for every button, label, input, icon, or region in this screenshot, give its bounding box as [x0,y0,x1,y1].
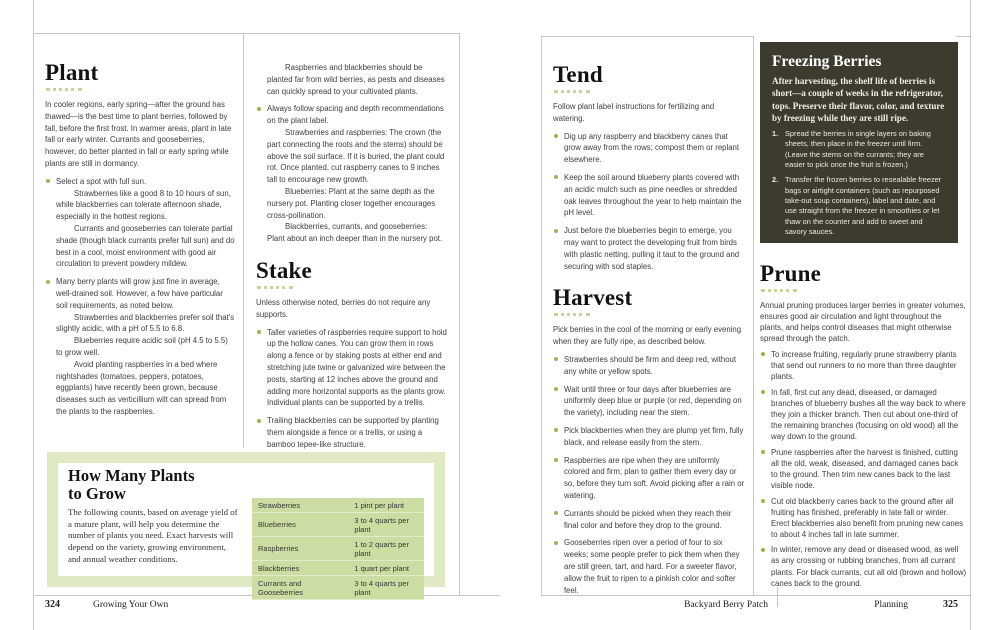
list-item [256,127,447,186]
list-item [553,354,745,378]
list-item [760,300,967,344]
bullet-icon [554,387,558,391]
page-edge-rule-right [970,0,971,630]
tend-items [553,101,745,272]
box-title-line2: to Grow [68,483,126,503]
table-row [252,498,424,513]
section-heading [45,60,235,91]
list-item-text: Avoid planting raspberries in a bed where nightshades (tomatoes, peppers, potatoes, eggplants) have recently been grown, because diseases such as verticillium wilt can spread from the plants to the raspberries. [56,359,227,416]
list-item-text: Currants should be picked when they reach their final color and before they drop to the ground. [564,508,732,530]
page-edge-rule-left [33,0,34,630]
bullet-icon [46,280,50,284]
list-item-text: Taller varieties of raspberries require support to hold up the hollow canes. You can grow them in rows along a fence or by staking posts at either end and stretching jute twine or galvanized wire between the posts, starting at 12 inches above the ground and adding more horizontal supports as the plants grow. Individual plants can be supported by a trellis. [267,327,447,408]
footer-section-title: Planning [874,600,908,610]
bullet-icon [554,229,558,233]
section-harvest [553,285,745,316]
list-item [256,221,447,245]
table-row [252,513,424,537]
step-text: Transfer the frozen berries to resealable freezer bags or airtight containers (such as repurposed take-out soup containers), label and date, and use straight from the freezer in smoothies or let thaw on the counter and add to sweet and savory sauces. [785,175,942,236]
bullet-icon [761,450,765,454]
section-prune [760,261,967,589]
yield-value-cell: 1 quart per plant [348,561,424,576]
bullet-icon [554,428,558,432]
bullet-icon [554,511,558,515]
berry-name-cell: Currants and Gooseberries [252,576,348,600]
bullet-icon [257,107,261,111]
list-item-text: Blackberries, currants, and gooseberries: Plant about an inch deeper than in the nursery pot. [267,222,443,244]
list-item [45,276,235,311]
list-item-text: To increase fruiting, regularly prune strawberry plants that send out runners to no more than three daughter plants. [771,349,957,382]
list-item-text: Strawberries and raspberries: The crown (the part connecting the roots and the stems) should be above the soil surface. If it is buried, the plant could rot. Once planted, cut raspberry canes to 9 inches tall to encourage new growth. [267,127,445,185]
step-number: 1. [772,129,779,139]
top-rule-left-page [33,33,460,34]
section-stake [256,258,447,289]
heading-underline [761,289,797,292]
list-item [553,537,745,596]
bullet-icon [761,352,765,356]
list-item-text: In winter, remove any dead or diseased wood, as well as any crossing or rubbing branches, from all currant plants. For black currants, cut all old (brown and hollow) canes back to the ground. [771,545,967,588]
step-text: Spread the berries in single layers on baking sheets, then place in the freezer until firm. (Leave the stems on the currants; they are easier to pick once the fruit is frozen.) [785,129,931,170]
list-item [256,62,447,97]
list-item [553,172,745,219]
list-item [760,447,967,491]
numbered-step [772,129,946,170]
list-item [45,188,235,223]
list-item [256,186,447,221]
inner-margin-rule-right-page [541,36,542,595]
right-page-column-1 [553,62,745,596]
list-item-text: Annual pruning produces larger berries in greater volumes, ensures good air circulation and light throughout the plants, and helps control diseases that might otherwise spread through the patch. [760,301,966,344]
list-item [45,99,235,170]
how-many-plants-box [47,452,445,597]
list-item-text: Currants and gooseberries can tolerate partial shade (though black currants prefer full sun) and do best in a cool, moist environment with good air circulation to prevent powdery mildew. [56,223,235,269]
freezing-box-title: Freezing Berries [772,53,882,70]
list-item-text: Trailing blackberries can be supported by planting them alongside a fence or a trellis, or using a bamboo tepee-like structure. [267,416,439,449]
bullet-icon [257,330,261,334]
yield-table-wrap [252,498,424,597]
list-item [553,384,745,419]
freezing-steps [772,129,946,237]
list-item [760,349,967,382]
bullet-icon [554,175,558,179]
section-title-prune: Prune [760,261,822,286]
box-title-line1: How Many Plants [68,466,195,485]
section-tend [553,62,745,93]
list-item-text: Wait until three or four days after blueberries are uniformly deep blue or purple (or red, depending on the variety), including near the stem. [564,384,742,418]
list-item-text: Raspberries and blackberries should be planted far from wild berries, as pests and diseases can quickly spread to your cultivated plants. [267,63,445,96]
harvest-items [553,324,745,596]
list-item [45,335,235,359]
list-item-text: In cooler regions, early spring—after the ground has thawed—is the best time to plant berries, followed by fall, before the first frost. In warmer areas, plant in late fall or early winter. Currants and gooseberries, however, do better planted in fall or early spring while plants are still in dormancy. [45,100,232,168]
list-item [256,297,447,321]
yield-value-cell: 1 to 2 quarts per plant [348,537,424,561]
column-divider-right-page [753,36,754,595]
list-item [553,425,745,449]
inner-margin-rule-left-page [459,33,460,595]
list-item-text: Strawberries and blackberries prefer soil that's slightly acidic, with a pH of 5.5 to 6.8. [56,312,235,334]
section-heading [760,261,967,292]
footer-divider-tick [777,587,778,607]
heading-underline [46,88,82,91]
list-item [256,327,447,410]
list-item [45,176,235,188]
list-item [45,359,235,418]
bullet-icon [554,134,558,138]
list-item-text: Blueberries require acidic soil (pH 4.5 to 5.5) to grow well. [56,336,228,357]
list-item-text: Blueberries: Plant at the same depth as the nursery pot. Planting closer together encourages cross-pollination. [267,186,436,220]
list-item-text: Pick blackberries when they are plump yet firm, fully black, and release easily from the stem. [564,425,744,447]
list-item-text: Pick berries in the cool of the morning or early evening when they are fully ripe, as described below. [553,325,742,347]
list-item-text: Dig up any raspberry and blackberry canes that grow away from the rows; compost them or replant elsewhere. [564,131,740,165]
bullet-icon [257,419,261,423]
freezing-berries-box [760,42,958,243]
bullet-icon [554,541,558,545]
list-item [45,223,235,270]
berry-name-cell: Blackberries [252,561,348,576]
footer-book-title: Growing Your Own [93,600,169,610]
list-item-text: In fall, first cut any dead, diseased, or damaged branches of blueberry bushes all the way back to where they join a thicker branch. Then cut about one-third of the remaining branches (focusing on old wood) all the way down to the ground. [771,387,966,442]
list-item-text: Unless otherwise noted, berries do not require any supports. [256,297,431,319]
heading-underline [554,90,590,93]
section-title-stake: Stake [256,257,312,283]
page-number-left: 324 [45,599,60,610]
box-title [68,467,240,502]
numbered-step [772,175,946,237]
bullet-icon [761,499,765,503]
freezing-box-intro: After harvesting, the shelf life of berries is short—a couple of weeks in the refrigerator, tops. Preserve their flavor, color, and texture by freezing while they are still ripe. [772,76,945,123]
list-item-text: Follow plant label instructions for fertilizing and watering. [553,102,715,123]
plant-col2-items [256,62,447,245]
list-item-text: Gooseberries ripen over a period of four to six weeks; some people prefer to pick them when they are still green, tart, and hard. For a sweeter flavor, allow the fruit to ripen to a pinkish color and softer feel. [564,538,740,595]
left-page-column-2 [256,62,447,451]
list-item [760,544,967,588]
berry-name-cell: Raspberries [252,537,348,561]
berry-name-cell: Strawberries [252,498,348,513]
top-rule-right-page [541,36,754,37]
bullet-icon [761,390,765,394]
footer-chapter-title: Backyard Berry Patch [684,600,768,610]
section-title-harvest: Harvest [553,285,633,311]
yield-value-cell: 3 to 4 quarts per plant [348,513,424,537]
step-number: 2. [772,175,779,185]
list-item [553,131,745,166]
top-rule-right-page-segment [956,36,970,37]
table-row [252,537,424,561]
yield-table [252,498,424,600]
yield-value-cell: 1 pint per plant [348,498,424,513]
list-item [553,455,745,502]
section-title-tend: Tend [553,62,603,87]
list-item-text: Select a spot with full sun. [56,176,147,186]
bullet-icon [554,458,558,462]
how-many-plants-inner-panel [58,463,434,597]
stake-items [256,297,447,451]
list-item [553,508,745,532]
yield-value-cell: 3 to 4 quarts per plant [348,576,424,600]
list-item [760,387,967,442]
list-item [553,101,745,125]
prune-items [760,300,967,589]
bullet-icon [761,548,765,552]
list-item [553,324,745,348]
page-number-right: 325 [943,599,958,610]
list-item [760,496,967,540]
bullet-icon [554,357,558,361]
column-divider-left-page [243,33,244,448]
bullet-icon [46,179,50,183]
list-item [256,103,447,127]
plant-col1-items [45,99,235,418]
heading-underline [257,286,293,289]
list-item [553,225,745,272]
table-row [252,576,424,600]
section-title-plant: Plant [45,60,99,85]
list-item-text: Strawberries should be firm and deep red, without any white or yellow spots. [564,354,737,376]
list-item-text: Raspberries are ripe when they are uniformly colored and firm; plan to gather them every day or so, before they turn soft. Avoid picking after a rain or watering. [564,455,745,500]
list-item-text: Prune raspberries after the harvest is finished, cutting all the old, weak, diseased, and damaged canes back to the ground. Then trim new canes back to the last visible node. [771,447,959,490]
list-item-text: Many berry plants will grow just fine in average, well-drained soil. However, a few have particular soil requirements, as noted below. [56,277,223,310]
section-plant [45,60,235,418]
list-item-text: Strawberries like a good 8 to 10 hours of sun, while blackberries can tolerate afternoon shade, especially in the hottest regions. [56,188,231,222]
berry-name-cell: Blueberries [252,513,348,537]
table-row [252,561,424,576]
how-many-plants-text [68,467,240,572]
list-item-text: Cut old blackberry canes back to the ground after all fruiting has finished, preferably in late fall or winter. Erect blackberries also benefit from pruning new canes to about 4 inches tall in late summer. [771,496,964,539]
list-item-text: Always follow spacing and depth recommendations on the plant label. [267,104,444,126]
list-item [256,415,447,450]
list-item [45,312,235,336]
list-item-text: Just before the blueberries begin to emerge, you may want to protect the developing fruit from birds with plastic netting, pulling it taut to the ground and securing with sod staples. [564,226,740,271]
heading-underline [554,313,590,316]
box-body: The following counts, based on average yield of a mature plant, will help you determine the number of plants you need. Exact harvests will depend on the variety, growing environment, and annual weather conditions. [68,507,238,564]
list-item-text: Keep the soil around blueberry plants covered with an acidic mulch such as pine needles or shredded oak leaves throughout the year to help maintain the pH level. [564,172,742,218]
